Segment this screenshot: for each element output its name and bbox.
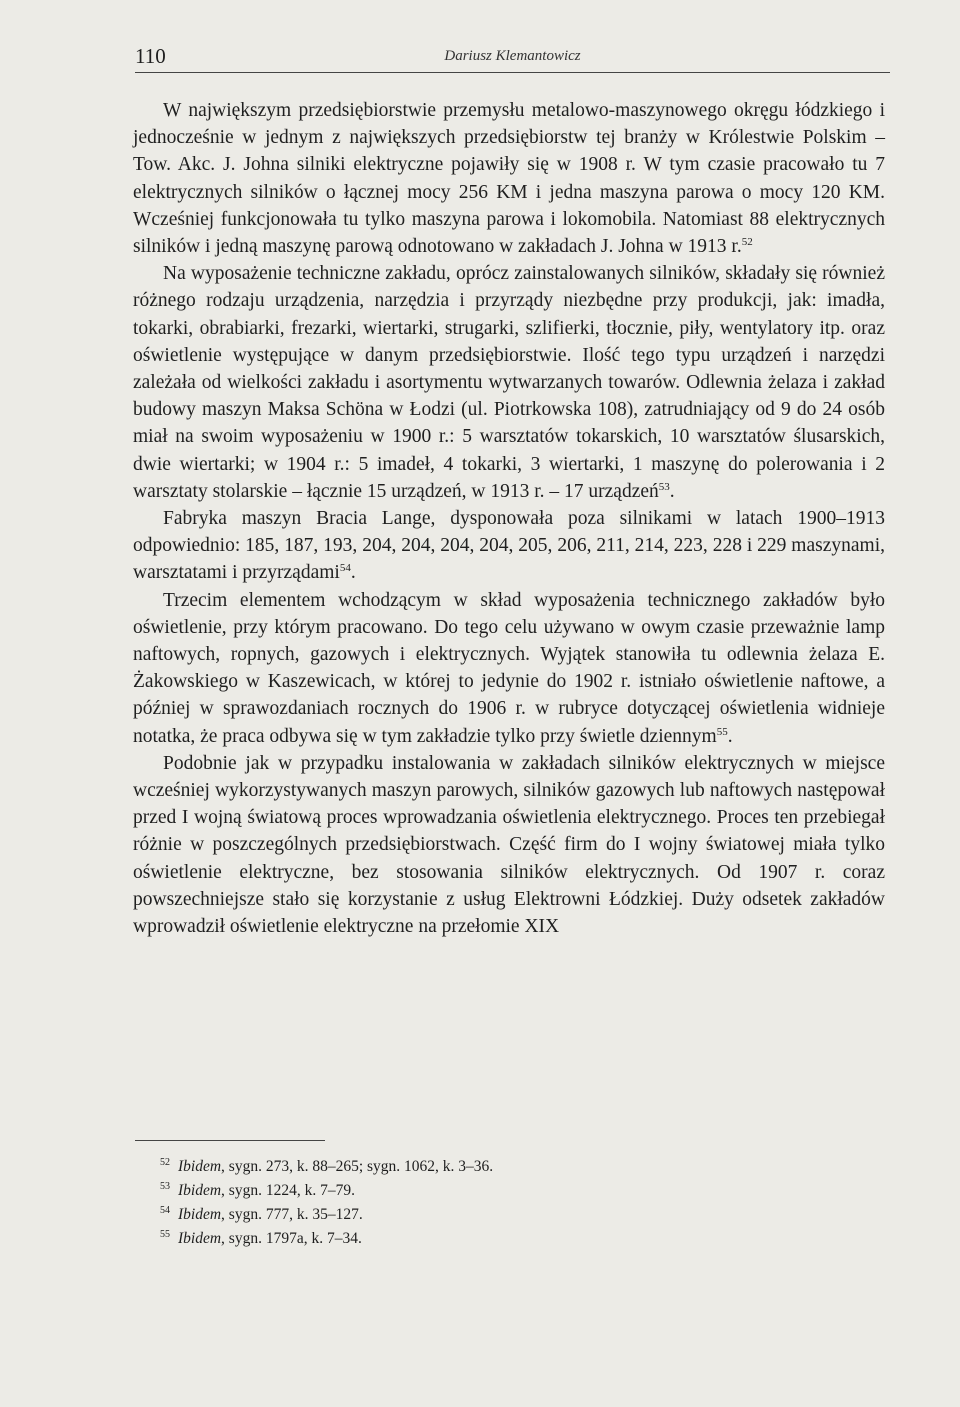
footnote-source: Ibidem	[178, 1158, 222, 1175]
footnote-55: 55 Ibidem, sygn. 1797a, k. 7–34.	[160, 1229, 362, 1247]
paragraph-tail: .	[350, 562, 356, 584]
body-text	[133, 97, 885, 940]
paragraph-text: Fabryka maszyn Bracia Lange, dysponowała poza silnikami w latach 1900–1913 odpowiednio: 185, 187, 193, 204, 204, 204, 204, 205, 206, 211, 214, 223, 228 i 229 maszynami, warsztatami i przyrządami	[133, 508, 885, 584]
footnote-text: , sygn. 1224, k. 7–79.	[221, 1182, 355, 1199]
page-header	[135, 44, 890, 73]
paragraph	[133, 260, 885, 505]
footnote-53: 53 Ibidem, sygn. 1224, k. 7–79.	[160, 1181, 355, 1199]
footnote-ref[interactable]: 54	[339, 562, 351, 575]
footnote-text: , sygn. 777, k. 35–127.	[221, 1206, 363, 1223]
paragraph-text: W największym przedsiębiorstwie przemysłu metalowo-maszynowego okręgu łódzkiego i jednocześnie w jednym z największych przedsiębiorstw tej branży w Królestwie Polskim – Tow. Akc. J. Johna silniki elektryczne pojawiły się w 1908 r. W tym czasie pracowało tu 7 elektrycznych silników o łącznej mocy 256 KM i jedna maszyna parowa o mocy 120 KM. Wcześniej funkcjonowała tu tylko maszyna parowa i lokomobila. Natomiast 88 elektrycznych silników i jedną maszynę parową odnotowano w zakładach J. Johna w 1913 r.	[133, 100, 885, 258]
footnote-source: Ibidem	[178, 1230, 222, 1247]
footnote-source: Ibidem	[178, 1182, 222, 1199]
paragraph-tail: .	[669, 480, 675, 502]
footnote-52: 52 Ibidem, sygn. 273, k. 88–265; sygn. 1062, k. 3–36.	[160, 1157, 494, 1175]
paragraph	[133, 505, 885, 587]
footnote-54: 54 Ibidem, sygn. 777, k. 35–127.	[160, 1205, 363, 1223]
footnote-source: Ibidem	[178, 1206, 222, 1223]
paragraph-tail: .	[727, 725, 733, 747]
paragraph	[133, 587, 885, 750]
paragraph	[133, 750, 885, 940]
paragraph	[133, 97, 885, 260]
running-head: Dariusz Klemantowicz	[444, 48, 581, 64]
footnote-text: , sygn. 273, k. 88–265; sygn. 1062, k. 3–36.	[221, 1158, 494, 1175]
footnote-ref[interactable]: 55	[716, 725, 728, 738]
paragraph-text: Na wyposażenie techniczne zakładu, oprócz zainstalowanych silników, składały się również różnego rodzaju urządzenia, narzędzia i przyrządy niezbędne przy produkcji, jak: imadła, tokarki, obrabiarki, frezarki, wiertarki, strugarki, szlifierki, tłocznie, piły, wentylatory itp. oraz oświetlenie występujące w danym przedsiębiorstwie. Ilość tego typu urządzeń i narzędzi zależała od wielkości zakładu i asortymentu wytwarzanych towarów. Odlewnia żelaza i zakład budowy maszyn Maksa Schöna w Łodzi (ul. Piotrkowska 108), zatrudniający od 9 do 24 osób miał na swoim wyposażeniu w 1900 r.: 5 warsztatów tokarskich, 10 warsztatów ślusarskich, dwie wiertarki; w 1904 r.: 5 imadeł, 4 tokarki, 3 wiertarki, 1 maszynę do polerowania i 2 warsztaty stolarskie – łącznie 15 urządzeń, w 1913 r. – 17 urządzeń	[133, 263, 885, 502]
footnote-ref[interactable]: 52	[741, 236, 753, 249]
footnote-ref[interactable]: 53	[658, 480, 670, 493]
paragraph-text: Trzecim elementem wchodzącym w skład wyposażenia technicznego zakładów było oświetlenie, przy którym pracowano. Do tego celu używano w owym czasie przeważnie lamp naftowych, ropnych, gazowych i elektrycznych. Wyjątek stanowiła tu odlewnia żelaza E. Żakowskiego w Kaszewicach, w której to jedynie do 1902 r. istniało oświetlenie naftowe, a później w sprawozdaniach rocznych do 1906 r. w rubryce dotyczącej oświetlenia widnieje notatka, że praca odbywa się w tym zakładzie tylko przy świetle dziennym	[133, 589, 885, 747]
footnotes	[160, 1155, 860, 1251]
page-number: 110	[135, 44, 166, 68]
footnote-text: , sygn. 1797a, k. 7–34.	[221, 1230, 362, 1247]
footnote-divider	[135, 1140, 325, 1141]
paragraph-text: Podobnie jak w przypadku instalowania w zakładach silników elektrycznych w miejsce wcześniej wykorzystywanych maszyn parowych, silników gazowych lub naftowych następował przed I wojną światową proces wprowadzania oświetlenia elektrycznego. Proces ten przebiegał różnie w poszczególnych przedsiębiorstwach. Część firm do I wojny światowej miała tylko oświetlenie elektryczne, bez stosowania silników elektrycznych. Od 1907 r. coraz powszechniejsze stało się korzystanie z usług Elektrowni Łódzkiej. Duży odsetek zakładów wprowadził oświetlenie elektryczne na przełomie XIX	[133, 752, 885, 938]
